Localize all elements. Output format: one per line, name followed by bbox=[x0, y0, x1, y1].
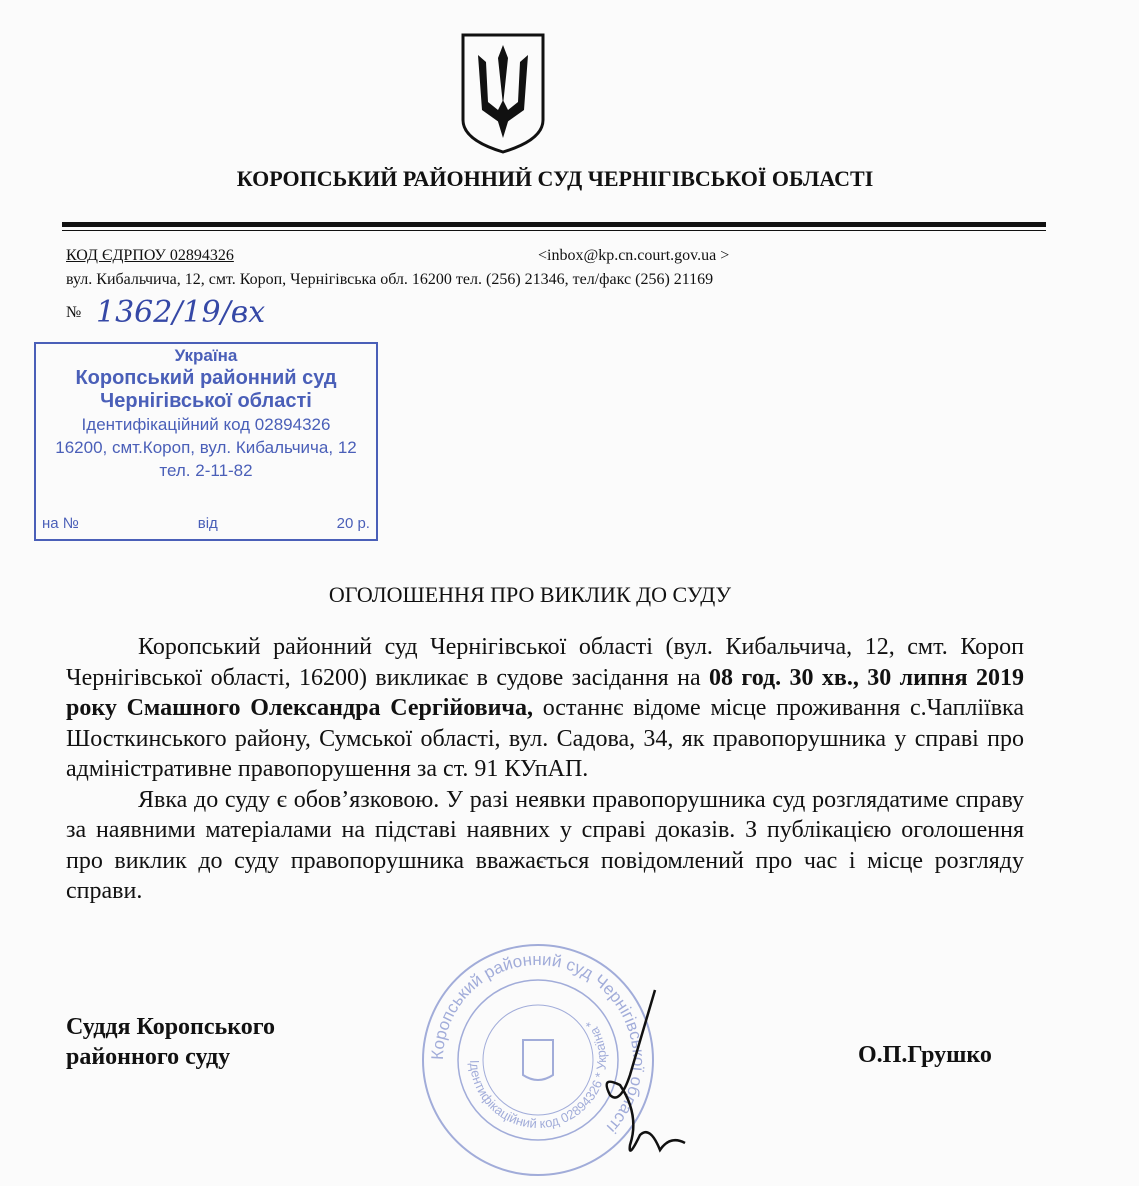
outgoing-number-label: № bbox=[66, 304, 82, 321]
notice-paragraph-1 bbox=[66, 632, 1024, 785]
svg-text:Ідентифікаційний код 02894326: Ідентифікаційний код 02894326 * Україна * bbox=[466, 1017, 610, 1132]
stamp-country: Україна bbox=[174, 346, 238, 365]
judge-position-line1: Суддя Коропського bbox=[66, 1014, 276, 1040]
judge-signature bbox=[590, 985, 700, 1165]
stamp-ref-from: від bbox=[197, 515, 218, 532]
stamp-region: Чернігівської області bbox=[100, 390, 312, 412]
hearing-date-and-defendant: 08 год. 30 хв., 30 липня 2019 року Смашного Олександра Сергійовича, bbox=[66, 664, 1024, 721]
court-address: вул. Кибальчича, 12, смт. Короп, Чернігівська обл. 16200 тел. (256) 21346, тел/факс (256) 21169 bbox=[66, 271, 714, 288]
registration-stamp bbox=[34, 342, 378, 541]
court-email: <inbox@kp.cn.court.gov.ua > bbox=[538, 247, 730, 264]
notice-title: ОГОЛОШЕННЯ ПРО ВИКЛИК ДО СУДУ bbox=[328, 582, 732, 607]
stamp-address: 16200, смт.Короп, вул. Кибальчича, 12 bbox=[55, 438, 357, 457]
judge-name: О.П.Грушко bbox=[858, 1042, 992, 1068]
stamp-ref-year: 20 р. bbox=[336, 515, 370, 532]
header-rule bbox=[62, 222, 1046, 227]
handwritten-incoming-number: 1362/19/вх bbox=[96, 295, 266, 330]
header-rule-thin bbox=[62, 230, 1046, 231]
judge-position bbox=[66, 1012, 275, 1072]
judge-position-line2: районного суду bbox=[66, 1044, 231, 1070]
trident-emblem-icon bbox=[458, 30, 548, 155]
stamp-ref-number: на № bbox=[42, 515, 79, 532]
stamp-court: Коропський районний суд bbox=[75, 367, 337, 389]
text: Коропський районний суд Чернігівської області (вул. Кибальчича, 12, смт. Короп Чернігівської області, 16200) викликає в судове засідання на bbox=[66, 634, 1024, 691]
stamp-phone: тел. 2-11-82 bbox=[159, 461, 253, 480]
notice-paragraph-2: Явка до суду є обов’язковою. У разі неявки правопорушника суд розглядатиме справу за наявними матеріалами на підставі наявних у справі доказів. З публікацією оголошення про виклик до суду правопорушника вважається повідомлений про час і місце розгляду справи. bbox=[66, 786, 1024, 904]
notice-body bbox=[66, 632, 1024, 907]
edrpou-code: КОД ЄДРПОУ 02894326 bbox=[66, 247, 234, 264]
text: останнє відоме місце проживання с.Чапліївка Шосткинського району, Сумської області, вул. Садова, 34, як правопорушника у справі про адміністративне правопорушення за ст. 91 КУпАП. bbox=[66, 695, 1024, 782]
stamp-code: Ідентифікаційний код 02894326 bbox=[81, 415, 331, 434]
svg-text:Коропський районний суд Черніг: Коропський районний суд Чернігівської області bbox=[427, 949, 649, 1137]
court-name-heading: КОРОПСЬКИЙ РАЙОННИЙ СУД ЧЕРНІГІВСЬКОЇ ОБЛАСТІ bbox=[236, 166, 874, 191]
